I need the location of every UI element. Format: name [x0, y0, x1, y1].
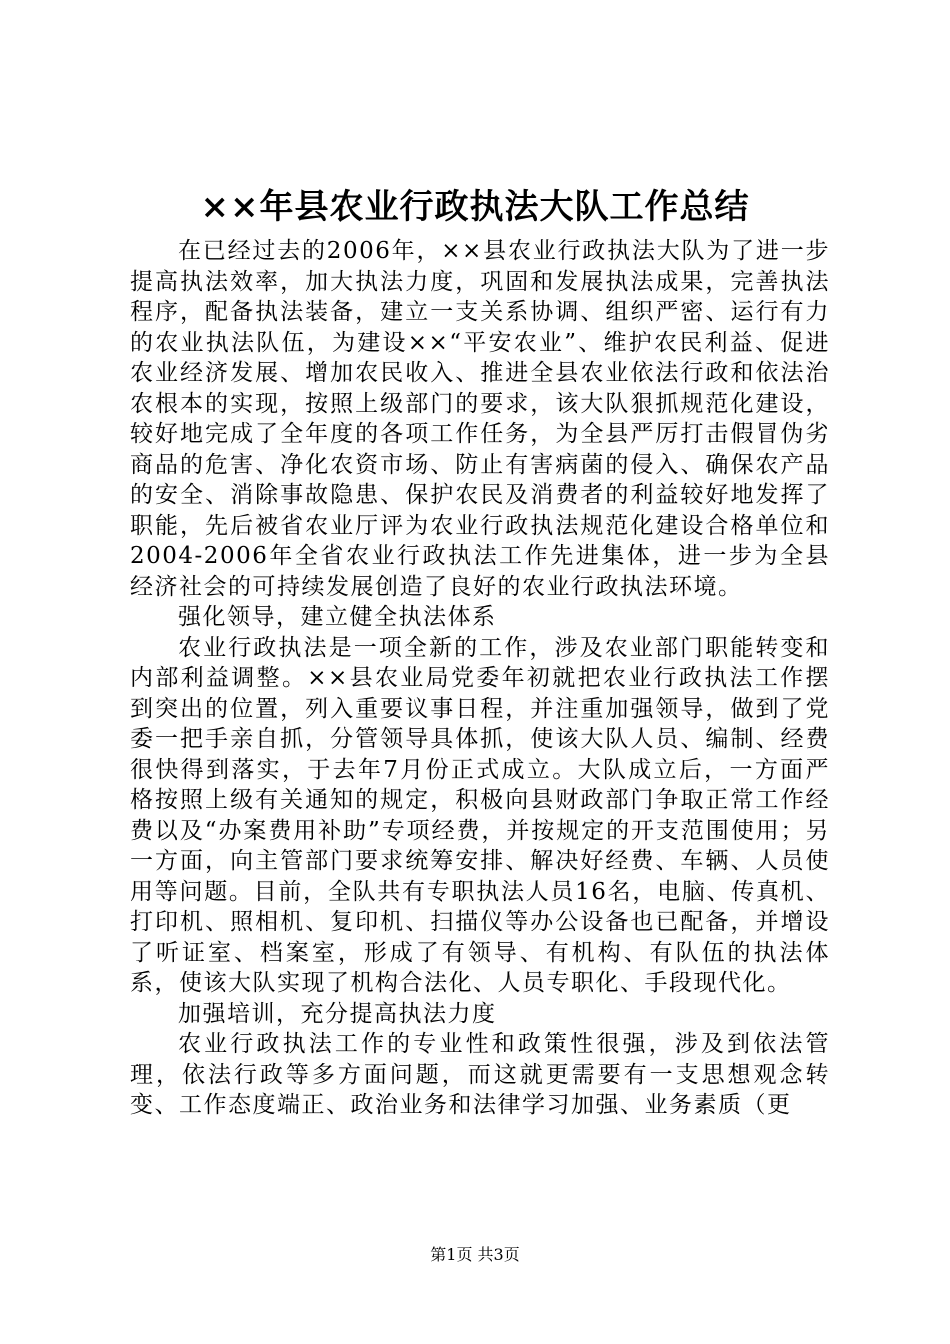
paragraph-training: 农业行政执法工作的专业性和政策性很强，涉及到依法管理，依法行政等多方面问题，而这就更需要有一支思想观念转变、工作态度端正、政治业务和法律学习加强、业务素质（更	[130, 1031, 830, 1118]
section-heading-training: 加强培训，充分提高执法力度	[178, 1000, 497, 1027]
document-title: ××年县农业行政执法大队工作总结	[200, 187, 750, 227]
page-footer: 第1页 共3页	[430, 1245, 520, 1264]
section-heading-leadership: 强化领导，建立健全执法体系	[178, 604, 497, 630]
paragraph-leadership: 农业行政执法是一项全新的工作，涉及农业部门职能转变和内部利益调整。××县农业局党委年初就把农业行政执法工作摆到突出的位置，列入重要议事日程，并注重加强领导，做到了党委一把手亲自抓，分管领导具体抓，使该大队人员、编制、经费很快得到落实，于去年7月份正式成立。大队成立后，一方面严格按照上级有关通知的规定，积极向县财政部门争取正常工作经费以及“办案费用补助”专项经费，并按规定的开支范围使用；另一方面，向主管部门要求统筹安排、解决好经费、车辆、人员使用等问题。目前，全队共有专职执法人员16名，电脑、传真机、打印机、照相机、复印机、扫描仪等办公设备也已配备，并增设了听证室、档案室，形成了有领导、有机构、有队伍的执法体系，使该大队实现了机构合法化、人员专职化、手段现代化。	[130, 634, 830, 996]
paragraph-intro: 在已经过去的2006年，××县农业行政执法大队为了进一步提高执法效率，加大执法力度，巩固和发展执法成果，完善执法程序，配备执法装备，建立一支关系协调、组织严密、运行有力的农业执法队伍，为建设××“平安农业”、维护农民利益、促进农业经济发展、增加农民收入、推进全县农业依法行政和依法治农根本的实现，按照上级部门的要求，该大队狠抓规范化建设，较好地完成了全年度的各项工作任务，为全县严厉打击假冒伪劣商品的危害、净化农资市场、防止有害病菌的侵入、确保农产品的安全、消除事故隐患、保护农民及消费者的利益较好地发挥了职能，先后被省农业厅评为农业行政执法规范化建设合格单位和2004-2006年全省农业行政执法工作先进集体，进一步为全县经济社会的可持续发展创造了良好的农业行政执法环境。	[130, 238, 830, 600]
document-body	[130, 236, 830, 1121]
